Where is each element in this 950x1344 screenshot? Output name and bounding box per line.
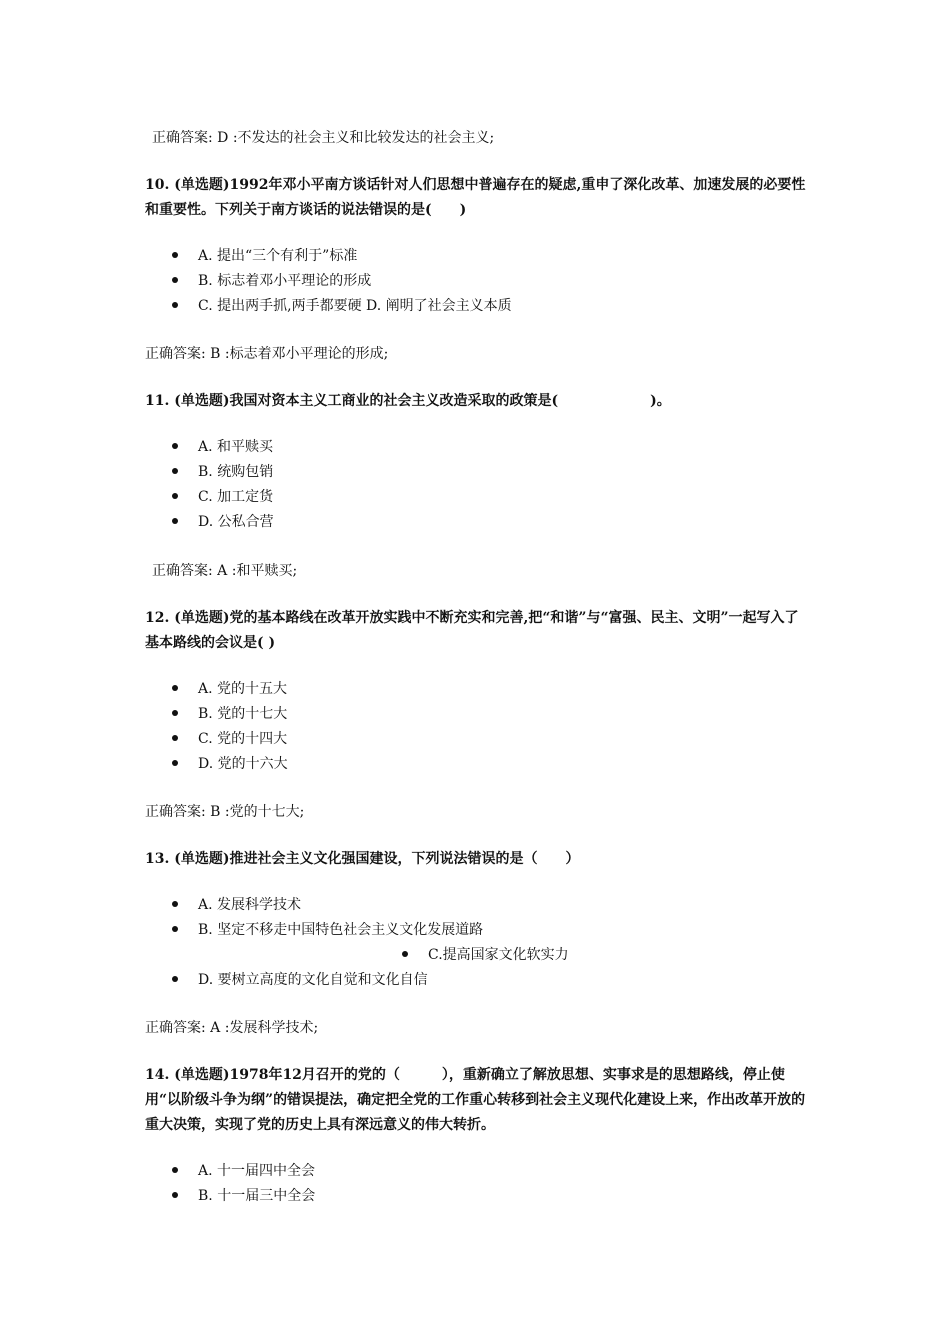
q12-option-c[interactable]: C. 党的十四大 <box>172 729 287 749</box>
bullet-icon <box>172 685 178 691</box>
q11-option-b[interactable]: B. 统购包销 <box>172 462 273 482</box>
q10-option-b[interactable]: B. 标志着邓小平理论的形成 <box>172 271 371 291</box>
q13-option-b[interactable]: B. 坚定不移走中国特色社会主义文化发展道路 <box>172 920 483 940</box>
bullet-icon <box>172 443 178 449</box>
q12-option-a[interactable]: A. 党的十五大 <box>172 679 287 699</box>
bullet-icon <box>172 518 178 524</box>
question-10: 10. (单选题)1992年邓小平南方谈话针对人们思想中普遍存在的疑虑,重申了深化改革、加速发展的必要性和重要性。下列关于南方谈话的说法错误的是( ) <box>145 177 806 218</box>
bullet-icon <box>172 277 178 283</box>
bullet-icon <box>172 926 178 932</box>
bullet-icon <box>172 252 178 258</box>
q11-option-d[interactable]: D. 公私合营 <box>172 512 274 532</box>
answer-q10: 正确答案: B :标志着邓小平理论的形成; <box>145 346 389 362</box>
bullet-icon <box>172 302 178 308</box>
question-13: 13. (单选题)推进社会主义文化强国建设，下列说法错误的是（ ） <box>145 851 580 867</box>
question-11: 11. (单选题)我国对资本主义工商业的社会主义改造采取的政策是( )。 <box>145 393 671 409</box>
q14-option-a[interactable]: A. 十一届四中全会 <box>172 1161 315 1181</box>
bullet-icon <box>172 1192 178 1198</box>
q12-option-b[interactable]: B. 党的十七大 <box>172 704 287 724</box>
q10-option-c[interactable]: C. 提出两手抓,两手都要硬 D. 阐明了社会主义本质 <box>172 296 512 316</box>
q11-option-c[interactable]: C. 加工定货 <box>172 487 273 507</box>
q11-option-a[interactable]: A. 和平赎买 <box>172 437 273 457</box>
answer-q12: 正确答案: B :党的十七大; <box>145 804 305 820</box>
bullet-icon <box>172 710 178 716</box>
q13-option-c[interactable]: C.提高国家文化软实力 <box>402 945 569 965</box>
answer-q9: 正确答案: D :不发达的社会主义和比较发达的社会主义; <box>152 130 495 146</box>
bullet-icon <box>172 760 178 766</box>
q10-option-a[interactable]: A. 提出“三个有利于”标准 <box>172 246 357 266</box>
bullet-icon <box>172 901 178 907</box>
bullet-icon <box>172 1167 178 1173</box>
answer-q13: 正确答案: A :发展科学技术; <box>145 1020 319 1036</box>
q13-option-a[interactable]: A. 发展科学技术 <box>172 895 301 915</box>
answer-q11: 正确答案: A :和平赎买; <box>152 563 298 579</box>
q13-option-d[interactable]: D. 要树立高度的文化自觉和文化自信 <box>172 970 428 990</box>
bullet-icon <box>172 468 178 474</box>
bullet-icon <box>172 735 178 741</box>
question-14: 14. (单选题)1978年12月召开的党的（ ），重新确立了解放思想、实事求是的思想路线，停止使用“以阶级斗争为纲”的错误提法，确定把全党的工作重心转移到社会主义现代化建设上来，作出改革开放的重大决策，实现了党的历史上具有深远意义的伟大转折。 <box>145 1067 806 1133</box>
question-12: 12. (单选题)党的基本路线在改革开放实践中不断充实和完善,把“和谐”与“富强、民主、文明”一起写入了基本路线的会议是( ) <box>145 610 799 651</box>
bullet-icon <box>402 951 408 957</box>
q12-option-d[interactable]: D. 党的十六大 <box>172 754 288 774</box>
bullet-icon <box>172 976 178 982</box>
bullet-icon <box>172 493 178 499</box>
q14-option-b[interactable]: B. 十一届三中全会 <box>172 1186 315 1206</box>
